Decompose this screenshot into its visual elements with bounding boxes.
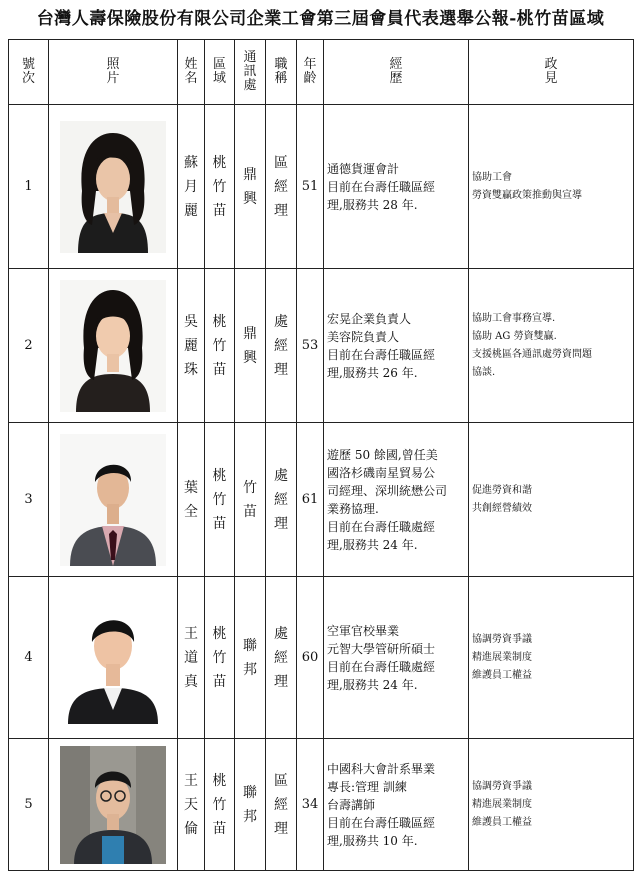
candidate-name: 王道真 — [178, 577, 205, 739]
candidate-name: 葉全 — [178, 423, 205, 577]
candidate-experience: 空軍官校畢業 元智大學管研所碩士 目前在台壽任職處經 理,服務共 24 年. — [324, 577, 469, 739]
candidate-number: 4 — [9, 577, 49, 739]
header-region: 區域 — [205, 40, 235, 105]
candidate-number: 5 — [9, 739, 49, 871]
candidate-photo — [60, 746, 166, 864]
candidate-experience: 宏晃企業負責人 美容院負責人 目前在台壽任職區經 理,服務共 26 年. — [324, 269, 469, 423]
candidate-title: 區經理 — [266, 739, 297, 871]
candidate-row — [9, 577, 634, 739]
candidate-platform: 促進勞資和諧 共創經營績效 — [469, 423, 634, 577]
candidate-region: 桃竹苗 — [205, 423, 235, 577]
candidate-photo-cell — [49, 577, 178, 739]
candidate-title: 區經理 — [266, 105, 297, 269]
candidate-name: 王天倫 — [178, 739, 205, 871]
header-no: 號次 — [9, 40, 49, 105]
candidate-title: 處經理 — [266, 577, 297, 739]
candidate-title: 處經理 — [266, 423, 297, 577]
candidate-photo — [60, 121, 166, 253]
candidate-row — [9, 423, 634, 577]
candidate-age: 61 — [297, 423, 324, 577]
candidate-region: 桃竹苗 — [205, 739, 235, 871]
candidate-office: 鼎興 — [235, 269, 266, 423]
candidate-photo-cell — [49, 269, 178, 423]
candidate-region: 桃竹苗 — [205, 269, 235, 423]
candidate-office: 鼎興 — [235, 105, 266, 269]
candidate-experience: 通德貨運會計 目前在台壽任職區經 理,服務共 28 年. — [324, 105, 469, 269]
page-title: 台灣人壽保險股份有限公司企業工會第三屆會員代表選舉公報-桃竹苗區域 — [36, 9, 605, 29]
candidate-experience: 中國科大會計系畢業 專長:管理 訓練 台壽講師 目前在台壽任職區經 理,服務共 10 年. — [324, 739, 469, 871]
candidate-number: 3 — [9, 423, 49, 577]
candidate-region: 桃竹苗 — [205, 105, 235, 269]
header-row — [9, 40, 634, 105]
candidate-platform: 協助工會事務宣導. 協助 AG 勞資雙贏. 支援桃區各通訊處勞資問題 協談. — [469, 269, 634, 423]
candidate-age: 60 — [297, 577, 324, 739]
candidate-region: 桃竹苗 — [205, 577, 235, 739]
candidate-office: 聯邦 — [235, 739, 266, 871]
candidate-age: 51 — [297, 105, 324, 269]
header-photo: 照片 — [49, 40, 178, 105]
candidate-number: 2 — [9, 269, 49, 423]
candidate-name: 蘇月麗 — [178, 105, 205, 269]
header-platform: 政見 — [469, 40, 634, 105]
candidate-table — [8, 39, 634, 871]
candidate-photo-cell — [49, 423, 178, 577]
header-name: 姓名 — [178, 40, 205, 105]
candidate-experience: 遊歷 50 餘國,曾任美 國洛杉磯南星貿易公 司經理、深圳統懋公司 業務協理. 目前在台壽任職處經 理,服務共 24 年. — [324, 423, 469, 577]
candidate-office: 聯邦 — [235, 577, 266, 739]
candidate-photo — [60, 592, 166, 724]
candidate-platform: 協助工會 勞資雙贏政策推動與宣導 — [469, 105, 634, 269]
candidate-photo — [60, 280, 166, 412]
candidate-photo-cell — [49, 739, 178, 871]
candidate-photo-cell — [49, 105, 178, 269]
candidate-row — [9, 105, 634, 269]
candidate-photo — [60, 434, 166, 566]
candidate-platform: 協調勞資爭議 精進展業制度 維護員工權益 — [469, 577, 634, 739]
header-experience: 經歷 — [324, 40, 469, 105]
candidate-office: 竹苗 — [235, 423, 266, 577]
header-office: 通訊處 — [235, 40, 266, 105]
candidate-name: 吳麗珠 — [178, 269, 205, 423]
candidate-age: 34 — [297, 739, 324, 871]
candidate-number: 1 — [9, 105, 49, 269]
header-age: 年齡 — [297, 40, 324, 105]
candidate-platform: 協調勞資爭議 精進展業制度 維護員工權益 — [469, 739, 634, 871]
candidate-age: 53 — [297, 269, 324, 423]
header-title: 職稱 — [266, 40, 297, 105]
candidate-row — [9, 739, 634, 871]
candidate-title: 處經理 — [266, 269, 297, 423]
candidate-row — [9, 269, 634, 423]
